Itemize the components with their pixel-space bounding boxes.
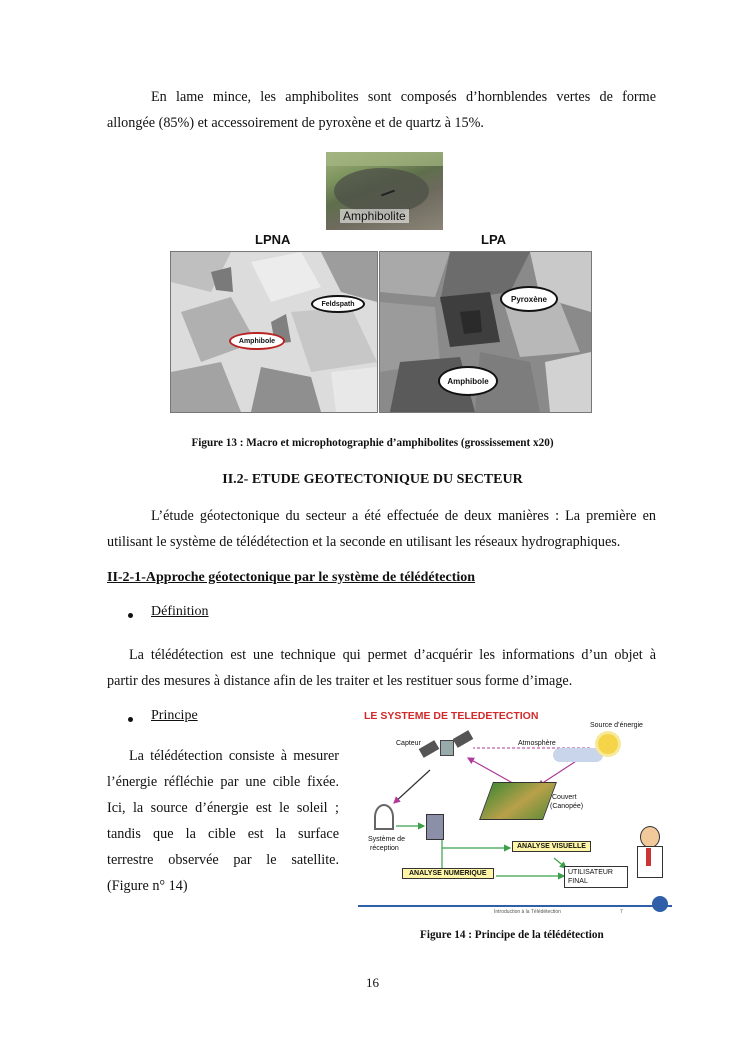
cloud-icon [553,748,603,762]
paragraph-3-line-2: partir des mesures à distance afin de les traiter et les restituer sous forme d’image. [107,673,573,689]
sun-icon [598,734,618,754]
utilisateur-final-box [564,866,628,888]
paragraph-2-line-2: utilisant le système de télédétection et la seconde en utilisant les réseaux hydrographiques. [107,534,621,550]
antenna-icon [374,804,394,830]
lpna-micrograph [170,251,378,413]
paragraph-4-line-2: l’énergie réfléchie par une cible fixée. [107,774,339,790]
analyse-visuelle-box: ANALYSE VISUELLE [512,841,591,852]
callout-pyroxene: Pyroxène [500,286,558,312]
label-couvert: Couvert [552,794,577,801]
figure-13 [170,152,590,414]
label-source: Source d’énergie [590,722,643,729]
label-canopee: (Canopée) [550,803,584,810]
paragraph-4-line-4: tandis que la cible est la surface [107,826,339,842]
paragraph-2-line-1: L’étude géotectonique du secteur a été effectuée de deux manières : La première en [151,508,656,524]
bullet-principe: Principe [151,708,198,723]
paragraph-1-line-1: En lame mince, les amphibolites sont composés d’hornblendes vertes de forme [151,89,656,105]
paragraph-4-line-6: (Figure n° 14) [107,878,188,894]
paragraph-4-line-1: La télédétection consiste à mesurer [129,748,339,764]
bullet-2-dot [128,717,133,722]
bullet-definition: Définition [151,604,209,619]
figure-14-caption: Figure 14 : Principe de la télédétection [420,929,604,941]
callout-feldspath: Feldspath [311,295,365,313]
figure-13-caption: Figure 13 : Macro et microphotographie d’amphibolites (grossissement x20) [191,437,554,449]
macro-label: Amphibolite [340,209,409,223]
page-number: 16 [366,975,379,990]
paragraph-4 [107,743,339,899]
label-capteur: Capteur [396,740,421,747]
logo-icon [652,896,668,912]
label-final: FINAL [568,878,588,885]
macro-photo [326,152,443,230]
label-utilisateur: UTILISATEUR [568,869,613,876]
computer-icon [426,814,444,840]
lpna-texture [171,252,377,412]
paragraph-1-line-2: allongée (85%) et accessoirement de pyroxène et de quartz à 15%. [107,115,484,131]
paragraph-4-line-3: Ici, la source d’énergie est le soleil ; [107,800,339,816]
diagram-title: LE SYSTEME DE TELEDETECTION [364,710,539,722]
label-systeme-2: réception [370,845,399,852]
callout-amphibole-lpna: Amphibole [229,332,285,350]
label-systeme-1: Système de [368,836,405,843]
analyse-numerique-box: ANALYSE NUMERIQUE [402,868,494,879]
lpa-micrograph [379,251,592,413]
label-atmosphere: Atmosphère [518,740,556,747]
lpa-label: LPA [481,232,507,247]
figure-14 [358,708,672,920]
satellite-icon [420,734,474,762]
paragraph-4-line-5: terrestre observée par le satellite. [107,852,339,868]
section-heading: II.2- ETUDE GEOTECTONIQUE DU SECTEUR [222,472,523,487]
paragraph-3-line-1: La télédétection est une technique qui permet d’acquérir les informations d’un objet à [129,647,656,663]
user-icon [634,826,664,878]
bullet-1-dot [128,613,133,618]
callout-amphibole-lpa: Amphibole [438,366,498,396]
diagram-footer: Introduction à la Télédétection [494,909,561,915]
lpna-label: LPNA [255,232,291,247]
diagram-footer-page: 7 [620,909,623,915]
subheading-teledetection: II-2-1-Approche géotectonique par le système de télédétection [107,570,476,585]
